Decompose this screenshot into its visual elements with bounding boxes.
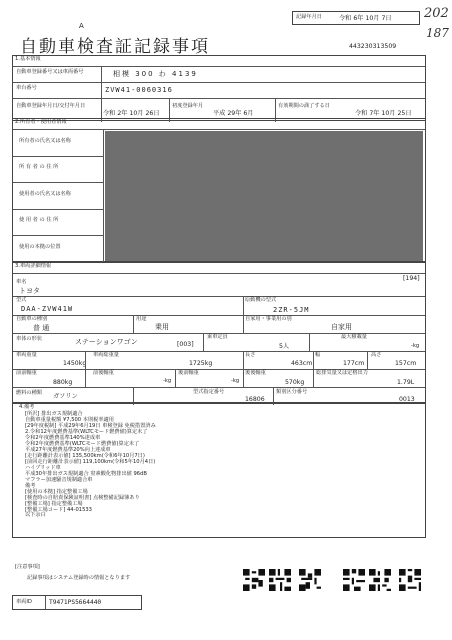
base-location-label: 使用の本拠の位置 <box>19 244 61 250</box>
gross-weight-label: 車両総重量 <box>93 352 119 358</box>
class-no-label: 類別区分番号 <box>276 389 308 395</box>
first-year-label: 初度登録年月 <box>172 103 204 109</box>
maker-value: トヨタ <box>19 287 40 295</box>
car-id-box <box>12 595 142 610</box>
gross-weight-value: 1725kg <box>189 360 213 367</box>
section-title-notes: 4.備考 <box>19 404 35 410</box>
car-id-value: T9471PS5664440 <box>49 599 102 606</box>
weight-label: 車両重量 <box>16 352 37 358</box>
user-name-label: 使用者の氏名又は名称 <box>19 191 71 197</box>
note-line: 2.令和12年度燃費基準(WLTCモード燃費値)算定未了 <box>25 428 148 435</box>
note-line: [整備工場] 指定整備工場 <box>25 500 83 507</box>
reg-number-value: 相模 300 わ 4139 <box>113 70 198 78</box>
owner-name-label: 所有者の氏名又は名称 <box>19 138 71 144</box>
rr-axle-label: 後後軸重 <box>245 370 266 376</box>
note-line: 令和2年度燃費基準(WLTCモード燃費値)算定未了 <box>25 440 140 447</box>
note-line: 自動車重量税額 ¥7,500 本則税率適用 <box>25 416 114 423</box>
owner-address-label: 所 有 者 の 住 所 <box>19 164 59 170</box>
length-value: 463cm <box>291 360 313 367</box>
issue-date-label: 記録年月日 <box>296 14 322 20</box>
class-no-value: 0013 <box>399 396 415 403</box>
form-letter: A <box>79 22 84 30</box>
note-line: 平成27年度燃費基準20%向上達成車 <box>25 446 111 453</box>
note-line: [検査時の自賠責保険証明書] 点検整備記録簿あり <box>25 494 140 501</box>
rf-axle-value: -kg <box>231 378 240 384</box>
rf-axle-label: 後前軸重 <box>178 370 199 376</box>
caution-text: 記録事項はシステム登録時の情報となります <box>27 575 131 581</box>
document-number: 443230313509 <box>349 43 397 50</box>
notes-section <box>12 402 426 538</box>
ff-axle-value: 880kg <box>53 379 73 386</box>
first-reg-label: 自動車登録年月日/交付年月日 <box>16 103 86 109</box>
handwritten-number-1: 202 <box>424 6 449 21</box>
body-code: [003] <box>177 341 194 348</box>
qr-code-icon <box>369 569 391 591</box>
length-label: 長さ <box>245 352 256 358</box>
chassis-number-value: ZVW41-0060316 <box>105 86 173 94</box>
use-value: 乗用 <box>155 323 169 331</box>
fuel-value: ガソリン <box>53 393 78 400</box>
section-title-vehicle: 3.車両詳細情報 <box>15 263 52 269</box>
caution-label: [注意事項] <box>15 564 40 570</box>
redacted-block <box>105 131 423 261</box>
fuel-label: 燃料の種類 <box>16 390 42 396</box>
type-no-value: 16806 <box>245 396 265 403</box>
qr-code-icon <box>269 569 291 591</box>
notes-list <box>25 412 156 519</box>
note-line: マフラー加速騒音規制適合車 <box>25 476 93 483</box>
fr-axle-label: 前後軸重 <box>93 370 114 376</box>
expiry-label: 有効期間の満了する日 <box>278 103 330 109</box>
basic-info-section <box>12 55 426 121</box>
fr-axle-value: -kg <box>163 378 172 384</box>
body-label: 車体の形状 <box>16 336 42 342</box>
issue-date-value: 令和 6年 10月 7日 <box>339 15 392 22</box>
height-value: 157cm <box>395 360 417 367</box>
vehicle-section <box>12 262 426 404</box>
issue-date-box <box>292 11 420 25</box>
owner-section <box>12 118 426 262</box>
kind-value: 普 通 <box>33 324 50 332</box>
biz-value: 自家用 <box>331 323 352 331</box>
chassis-number-label: 車台番号 <box>16 85 37 91</box>
note-line: 令和2年度燃費基準140%達成車 <box>25 434 101 441</box>
kind-label: 自動車の種別 <box>16 316 48 322</box>
expiry-value: 令和 7年 10月 25日 <box>355 110 412 117</box>
first-year-value: 平成 29年 6月 <box>213 110 254 117</box>
capacity-label: 乗車定員 <box>207 334 228 340</box>
note-line: 平成30年排出ガス規制適合 窒素酸化物排出値 96dB <box>25 470 147 477</box>
model-value: DAA-ZVW41W <box>21 305 74 313</box>
first-reg-value: 令和 2年 10月 26日 <box>103 110 160 117</box>
max-load-label: 最大積載量 <box>341 334 367 340</box>
engine-value: 2ZR-5JM <box>273 306 310 314</box>
biz-label: 自家用・事業用の別 <box>245 316 292 322</box>
capacity-value: 5人 <box>279 343 290 350</box>
note-line: [前回走行距離計表示値] 119,100km(令和5年10月4日) <box>25 458 156 465</box>
note-line: [所沢] 排出ガス規制適合 <box>25 411 83 417</box>
max-load-value: -kg <box>411 343 420 349</box>
height-label: 高さ <box>371 352 382 358</box>
user-address-label: 使 用 者 の 住 所 <box>19 217 59 223</box>
qr-code-icon <box>243 569 265 591</box>
qr-code-icon <box>399 569 421 591</box>
document-title: 自動車検査証記録事項 <box>20 37 210 57</box>
note-line: ハイブリッド車 <box>25 464 61 471</box>
engine-label: 原動機の型式 <box>245 297 277 303</box>
use-label: 用途 <box>136 316 147 322</box>
maker-label: 車名 <box>16 279 27 285</box>
note-line: 備考 <box>25 482 36 489</box>
type-no-label: 型式指定番号 <box>193 389 225 395</box>
ff-axle-label: 前前軸重 <box>16 370 37 376</box>
model-label: 型式 <box>16 297 27 303</box>
section-title-basic: 1.基本情報 <box>15 56 41 62</box>
rr-axle-value: 570kg <box>285 379 305 386</box>
width-value: 177cm <box>343 360 365 367</box>
car-id-label: 車両ID <box>16 599 32 605</box>
note-line: [29年度税制] 平成29年6月19日 車検登録 免税措置済み <box>25 422 156 429</box>
qr-code-icon <box>343 569 365 591</box>
vehicle-code: [194] <box>403 275 420 282</box>
section-title-owner: 2.所有者・使用者情報 <box>15 119 67 125</box>
weight-value: 1450kg <box>63 360 87 367</box>
displacement-value: 1.79L <box>397 379 415 386</box>
body-value: ステーションワゴン <box>75 338 138 346</box>
handwritten-number-2: 187 <box>426 26 449 40</box>
qr-code-icon <box>299 569 321 591</box>
note-line: [使用の本拠] 指定整備工場 <box>25 488 88 495</box>
note-line: [整備工場コード] 44-01533 <box>25 506 92 513</box>
note-line: 以下余白 <box>25 512 46 519</box>
reg-number-label: 自動車登録番号又は車両番号 <box>16 69 84 75</box>
note-line: [走行距離計表示値] 135,500km(令和6年10月7日) <box>25 452 145 459</box>
width-label: 幅 <box>315 352 321 358</box>
displacement-label: 総排気量又は定格出力 <box>316 370 368 376</box>
